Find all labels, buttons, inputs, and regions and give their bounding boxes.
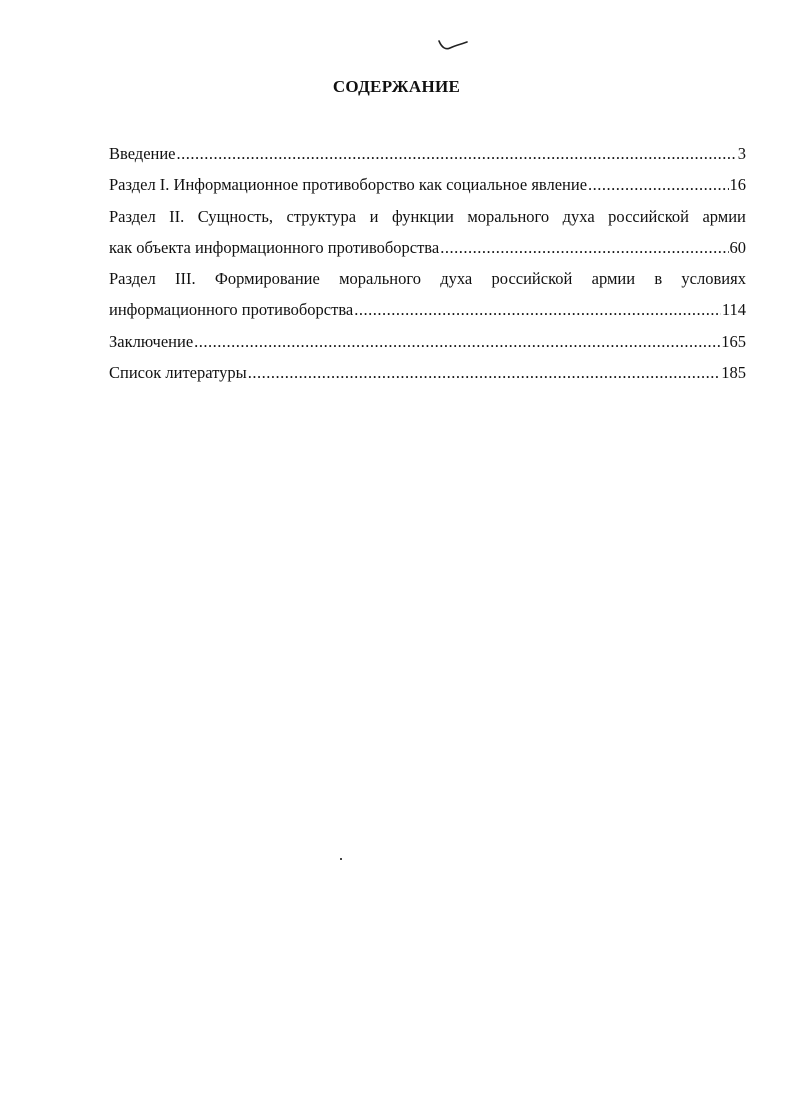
toc-entry-page: 114 [721, 300, 746, 320]
toc-entry-label: Раздел I. Информационное противоборство как социальное явление [109, 175, 588, 195]
toc-entry-label-line2 [109, 232, 746, 263]
dot-leader [440, 232, 728, 263]
toc-entry-label: Список литературы [109, 363, 247, 383]
toc-entry-label: информационного противоборства [109, 300, 354, 320]
toc-entry-introduction[interactable] [109, 138, 746, 169]
toc-entry-label-line2 [109, 294, 746, 325]
toc-entry-section-2[interactable] [109, 201, 746, 264]
toc-entry-section-3[interactable] [109, 263, 746, 326]
dot-leader [177, 138, 737, 169]
toc-entry-label: Заключение [109, 331, 194, 351]
toc-entry-section-1[interactable] [109, 169, 746, 200]
handwritten-mark [436, 38, 470, 52]
toc-entry-page: 3 [737, 144, 746, 163]
toc-entry-bibliography[interactable] [109, 357, 746, 388]
toc-entry-conclusion[interactable] [109, 326, 746, 357]
scan-speck [340, 858, 342, 860]
toc-entry-page: 165 [721, 331, 746, 351]
toc-entry-label-line1: Раздел III. Формирование морального духа российской армии в условиях [109, 269, 746, 289]
toc-entry-page: 16 [729, 175, 746, 195]
page-title: СОДЕРЖАНИЕ [332, 77, 461, 96]
table-of-contents [109, 138, 746, 388]
toc-entry-label: как объекта информационного противоборства [109, 237, 440, 257]
toc-entry-label-line1: Раздел II. Сущность, структура и функции морального духа российской армии [109, 206, 746, 226]
toc-entry-label: Введение [109, 144, 176, 163]
toc-entry-page: 60 [729, 237, 746, 257]
dot-leader [354, 294, 721, 325]
dot-leader [588, 169, 728, 200]
dot-leader [248, 357, 721, 388]
toc-entry-page: 185 [721, 363, 746, 383]
dot-leader [194, 326, 720, 357]
